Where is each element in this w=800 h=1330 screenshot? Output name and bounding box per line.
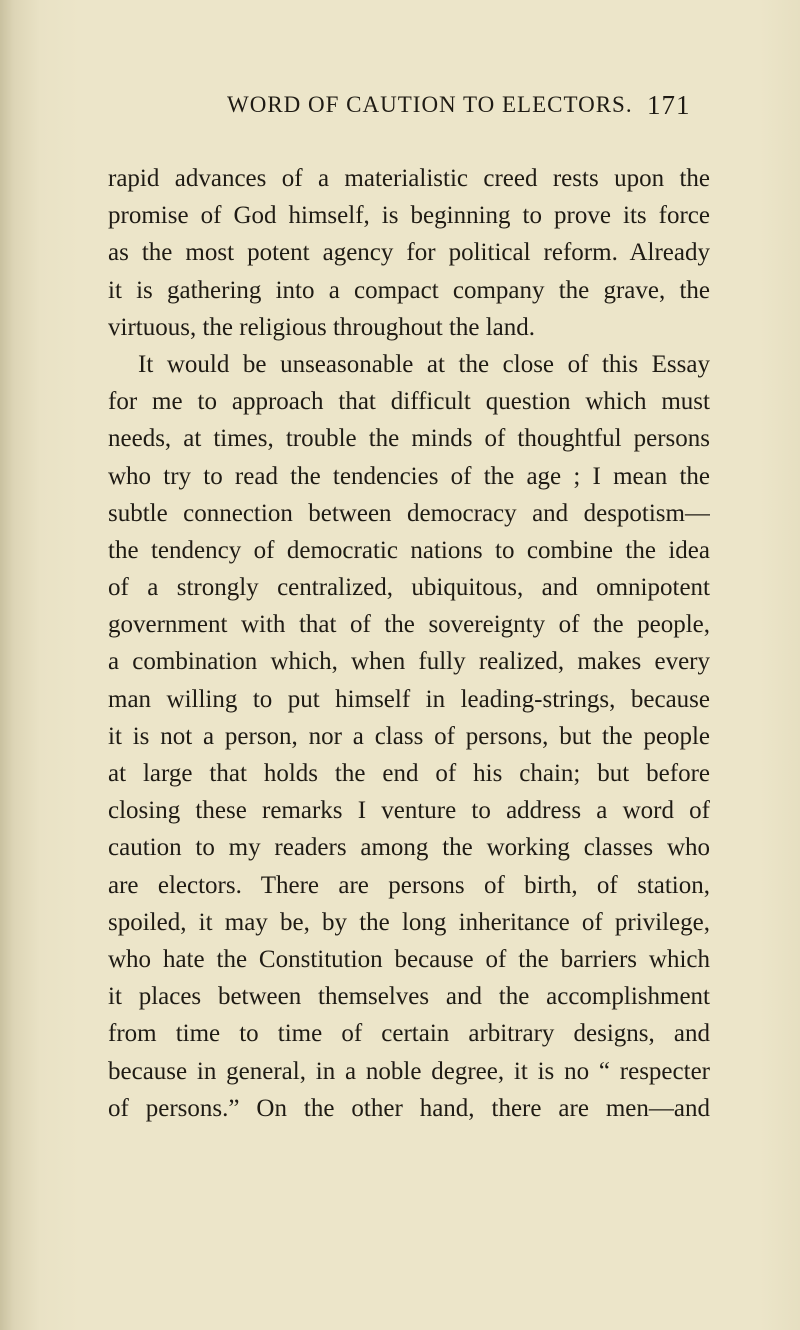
text-line: the tendency of democratic nations to combine the idea: [108, 536, 710, 564]
text-line: who hate the Constitution because of the barriers which: [108, 945, 710, 973]
text-line: caution to my readers among the working classes who: [108, 834, 710, 862]
text-line: promise of God himself, is beginning to prove its force: [108, 202, 710, 230]
text-line: are electors. There are persons of birth, of station,: [108, 871, 710, 899]
text-line: as the most potent agency for political reform. Already: [108, 239, 710, 267]
text-line: at large that holds the end of his chain; but before: [108, 760, 710, 787]
text-line: government with that of the sovereignty of the people,: [108, 611, 710, 639]
text-line: it is not a person, nor a class of persons, but the people: [108, 722, 710, 750]
text-line: spoiled, it may be, by the long inheritance of privilege,: [108, 908, 710, 936]
page-number: 171: [647, 90, 691, 120]
text-line: because in general, in a noble degree, it is no “ respecter: [108, 1057, 710, 1085]
text-line: it is gathering into a compact company the grave, the: [108, 276, 710, 304]
text-line: subtle connection between democracy and despotism—: [108, 499, 710, 527]
text-line: from time to time of certain arbitrary designs, and: [108, 1020, 710, 1048]
text-line: of persons.” On the other hand, there are men—and: [108, 1094, 710, 1122]
text-line: a combination which, when fully realized, makes every: [108, 648, 710, 676]
text-line: it places between themselves and the accomplishment: [108, 983, 710, 1011]
page-header: [0, 92, 800, 132]
body-text: [108, 160, 710, 1127]
text-line: for me to approach that difficult question which must: [108, 388, 710, 416]
text-line: rapid advances of a materialistic creed rests upon the: [108, 165, 710, 192]
text-line: man willing to put himself in leading-strings, because: [108, 685, 710, 713]
text-line: closing these remarks I venture to address a word of: [108, 797, 710, 825]
text-line: who try to read the tendencies of the age ; I mean the: [108, 462, 710, 490]
text-line: of a strongly centralized, ubiquitous, and omnipotent: [108, 574, 710, 602]
running-title: WORD OF CAUTION TO ELECTORS.: [227, 92, 633, 117]
text-line: needs, at times, trouble the minds of thoughtful persons: [108, 425, 710, 453]
text-line: virtuous, the religious throughout the land.: [108, 313, 536, 341]
text-line: It would be unseasonable at the close of this Essay: [138, 350, 710, 378]
